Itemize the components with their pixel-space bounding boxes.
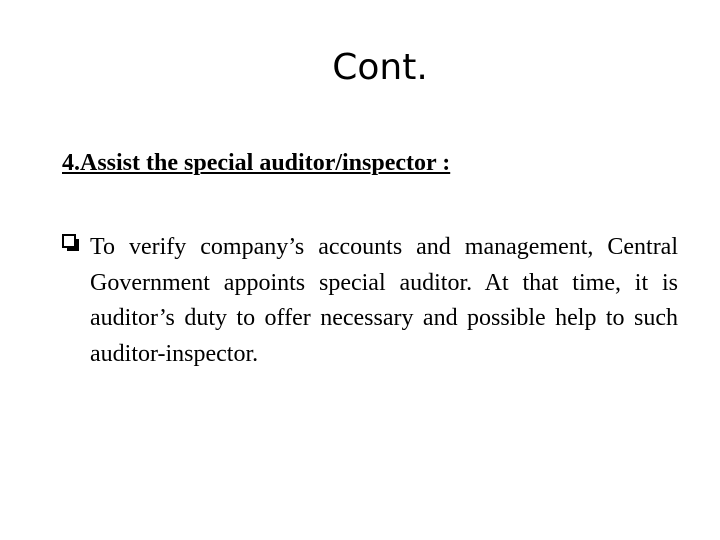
section-heading: 4.Assist the special auditor/inspector : [62, 150, 451, 176]
bullet-text: To verify company’s accounts and management, Central Government appoints special auditor. At that time, it is auditor’s duty to offer necessary and possible help to such auditor-inspector. [90, 234, 678, 367]
slide-title: Cont. [332, 47, 428, 88]
bullet-item [62, 230, 678, 372]
checkbox-square-icon [62, 234, 80, 252]
